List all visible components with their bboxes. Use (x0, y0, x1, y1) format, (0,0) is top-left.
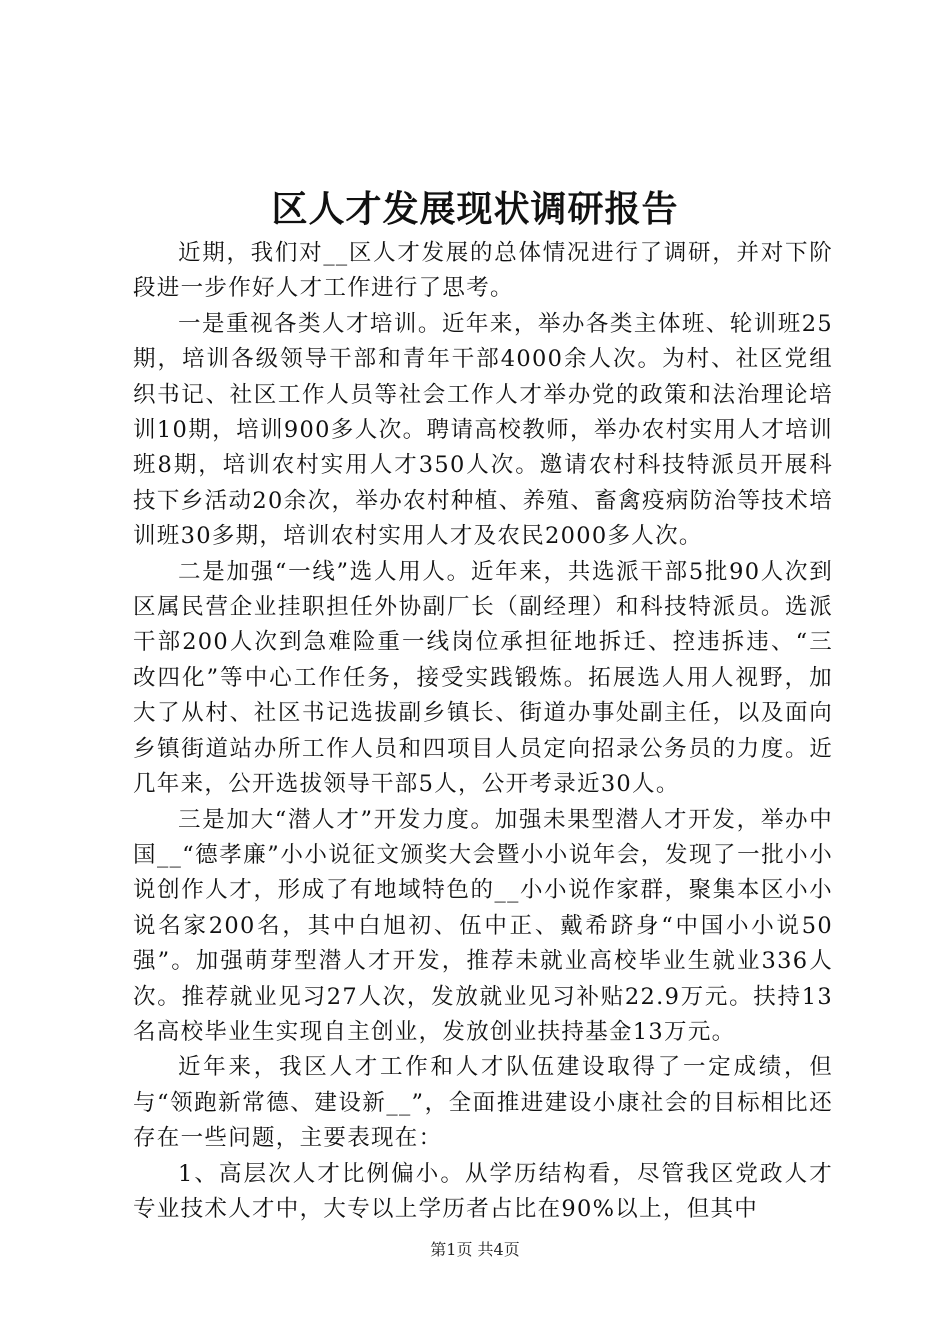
document-title: 区人才发展现状调研报告 (271, 188, 679, 230)
paragraph-problem-1: 1、高层次人才比例偏小。从学历结构看，尽管我区党政人才专业技术人才中，大专以上学历者占比在90%以上，但其中 (133, 1160, 833, 1222)
paragraph-potential-talent: 三是加大“潜人才”开发力度。加强未果型潜人才开发，举办中国__“德孝廉”小小说征文颁奖大会暨小小说年会，发现了一批小小说创作人才，形成了有地域特色的__小小说作家群，聚集本区小小说名家200名，其中白旭初、伍中正、戴希跻身“中国小小说50强”。加强萌芽型潜人才开发，推荐未就业高校毕业生就业336人次。推荐就业见习27人次，发放就业见习补贴22.9万元。扶持13名高校毕业生实现自主创业，发放创业扶持基金13万元。 (133, 806, 833, 1045)
paragraph-problems-intro: 近年来，我区人才工作和人才队伍建设取得了一定成绩，但与“领跑新常德、建设新__”，全面推进建设小康社会的目标相比还存在一些问题，主要表现在： (133, 1054, 833, 1152)
paragraph-training: 一是重视各类人才培训。近年来，举办各类主体班、轮训班25期，培训各级领导干部和青年干部4000余人次。为村、社区党组织书记、社区工作人员等社会工作人才举办党的政策和法治理论培训10期，培训900多人次。聘请高校教师，举办农村实用人才培训班8期，培训农村实用人才350人次。邀请农村科技特派员开展科技下乡活动20余次，举办农村种植、养殖、畜禽疫病防治等技术培训班30多期，培训农村实用人才及农民2000多人次。 (133, 310, 833, 550)
paragraph-intro: 近期，我们对__区人才发展的总体情况进行了调研，并对下阶段进一步作好人才工作进行了思考。 (133, 240, 833, 302)
document-body (133, 236, 833, 1227)
page-footer: 第1页 共4页 (430, 1240, 520, 1259)
paragraph-frontline-selection: 二是加强“一线”选人用人。近年来，共选派干部5批90人次到区属民营企业挂职担任外协副厂长（副经理）和科技特派员。选派干部200人次到急难险重一线岗位承担征地拆迁、控违拆违、“三改四化”等中心工作任务，接受实践锻炼。拓展选人用人视野，加大了从村、社区书记选拔副乡镇长、街道办事处副主任，以及面向乡镇街道站办所工作人员和四项目人员定向招录公务员的力度。近几年来，公开选拔领导干部5人，公开考录近30人。 (133, 558, 833, 798)
